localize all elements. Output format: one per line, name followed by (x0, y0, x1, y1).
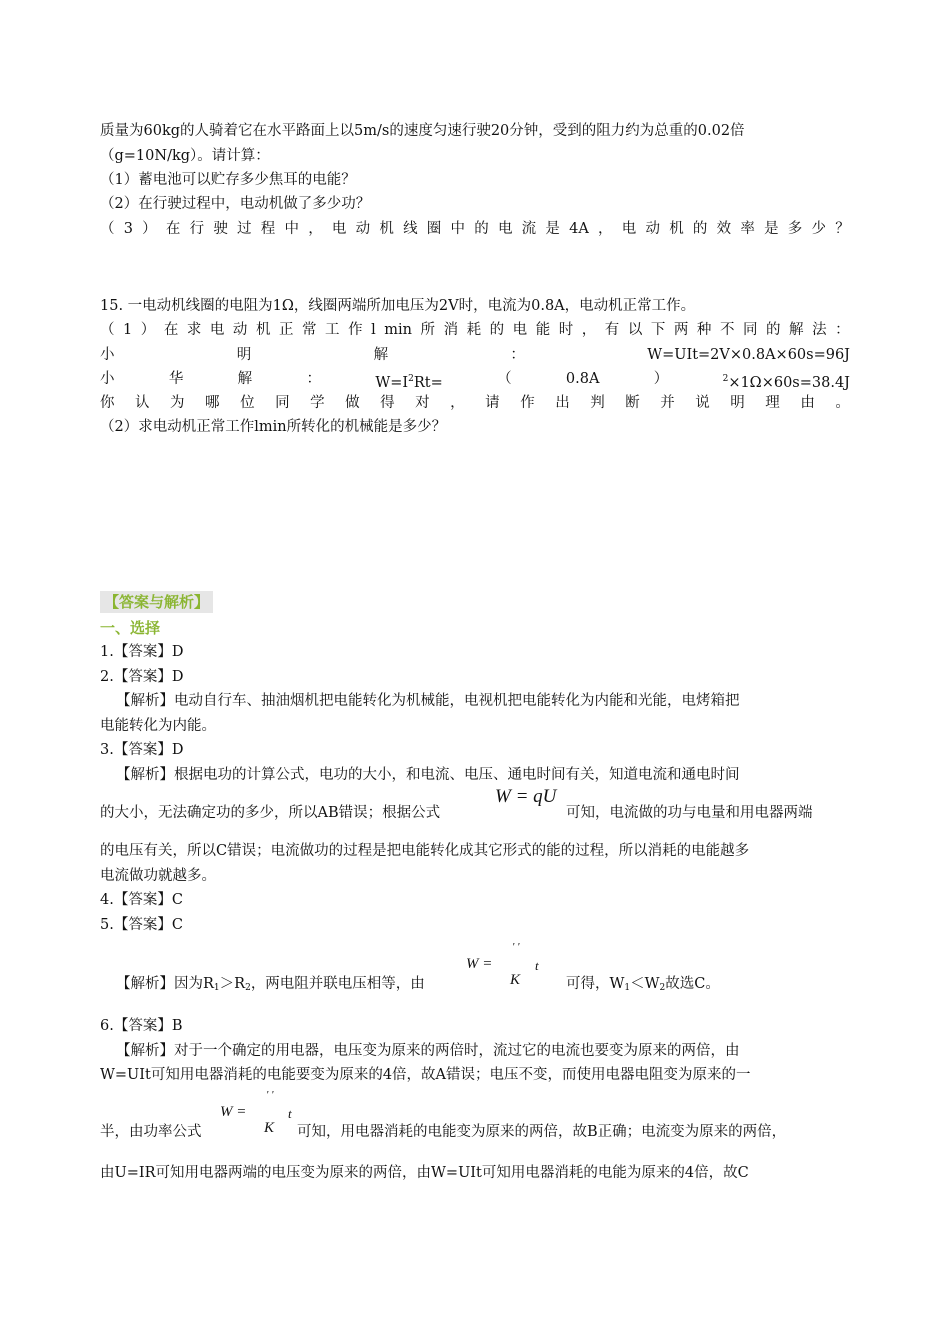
p15-question-2: （2）求电动机正常工作lmin所转化的机械能是多少？ (100, 419, 447, 435)
p14-q3-token: 3 (123, 221, 133, 237)
answers-heading: 【答案与解析】 (100, 591, 213, 613)
p15-q1-token: 电 (209, 322, 225, 338)
answer-3-explain-2b: 可知，电流做的功与电量和用电器两端 (566, 805, 813, 821)
formula-5-lhs: W = (466, 956, 493, 972)
p15-q1-token: 不 (719, 322, 735, 338)
p15-judge-token: 断 (625, 395, 640, 411)
p15-xiaohua-solution (100, 369, 850, 393)
answer-3: 3.【答案】D (100, 742, 184, 758)
p15-q1-token: 所 (420, 322, 436, 338)
xh-formula: $W=I^2Rt=$ (375, 374, 443, 391)
p15-q1-token: 正 (278, 322, 294, 338)
p15-q1-token: l (371, 322, 376, 338)
answer-6-explain-2: W=UIt可知用电器消耗的电能要变为原来的4倍，故A错误；电压不变，而使用电器电阻变为原来的一 (100, 1067, 751, 1083)
answer-3-explain-1: 【解析】根据电功的计算公式，电功的大小，和电流、电压、通电时间有关，知道电流和通电时间 (116, 767, 740, 783)
p15-xiaoming-solution (100, 345, 850, 365)
p15-judge-token: 由 (800, 395, 815, 411)
p15-q1-token: 解 (789, 322, 804, 338)
p14-q3-token: 过 (237, 221, 252, 237)
p15-judge-token: 得 (380, 395, 395, 411)
answer-5-explain-b: 可得，$W_1<W_2$故选C。 (566, 976, 720, 993)
p14-q3-token: 驶 (213, 221, 228, 237)
p14-q3-token: 中 (284, 221, 299, 237)
p15-q1-token: 的 (489, 322, 505, 338)
p14-q3-token: 4A (569, 221, 589, 237)
p15-q1-token: ， (581, 322, 597, 338)
formula-w-qu: W = qU (495, 786, 557, 807)
p14-question-1: （1）蓄电池可以贮存多少焦耳的电能？ (100, 172, 356, 188)
p15-judge-token: 哪 (205, 395, 220, 411)
answer-3-explain-2a: 的大小，无法确定功的多少，所以AB错误；根据公式 (100, 805, 441, 821)
p15-xm-token: 明 (236, 347, 252, 363)
p14-q3-token: 中 (450, 221, 466, 237)
p14-q3-token: 少 (811, 221, 826, 237)
p14-line1: 质量为60kg的人骑着它在水平路面上以5m/s的速度匀速行驶20分钟，受到的阻力约为总重的0.02倍 (100, 123, 745, 139)
p15-judge-token: 学 (310, 395, 325, 411)
formula-6-numerator: ʹ ʹ (266, 1089, 274, 1101)
p15-q1-token: 求 (186, 322, 202, 338)
p14-q3-token: 线 (403, 221, 418, 237)
p15-xm-token: 解 (373, 347, 389, 363)
p14-question-2: （2）在行驶过程中，电动机做了多少功？ (100, 196, 371, 212)
p15-line1: 15. 一电动机线圈的电阻为1Ω，线圈两端所加电压为2V时，电流为0.8A，电动机正常工作。 (100, 298, 696, 314)
answer-3-explain-4: 电流做功就越多。 (100, 868, 216, 884)
p14-q3-token: 电 (497, 221, 513, 237)
p15-q1-token: 消 (443, 322, 459, 338)
answer-5-explain-a: 【解析】因为$R_1>R_2$，两电阻并联电压相等，由 (116, 976, 425, 993)
p15-q1-token: 1 (123, 322, 133, 338)
formula-5-numerator: ʹ ʹ (512, 941, 520, 953)
p15-judge-token: 请 (485, 395, 500, 411)
xh-paren-close: ） (653, 371, 669, 387)
p14-line2: （g=10N/kg）。请计算： (100, 148, 270, 164)
p14-q3-token: 动 (645, 221, 660, 237)
p15-q1-token: （ (100, 322, 115, 338)
p15-q1-token: 机 (255, 322, 271, 338)
p15-q1-token: 的 (766, 322, 781, 338)
formula-5-denominator: K (510, 972, 521, 988)
p14-q3-token: 机 (669, 221, 684, 237)
p14-q3-token: 电 (621, 221, 637, 237)
xh-char-2: 华 (168, 371, 184, 387)
xh-paren-open: （ (497, 371, 512, 387)
p15-judge-line (100, 393, 850, 413)
xh-current: 0.8A (565, 371, 600, 387)
p14-q3-token: 在 (165, 221, 181, 237)
p15-question-1 (100, 320, 850, 340)
formula-6-t: t (288, 1106, 292, 1121)
answer-6-explain-3a: 半，由功率公式 (100, 1124, 202, 1140)
p15-q1-token: 法 (812, 322, 827, 338)
answer-6-explain-3b: 可知，用电器消耗的电能变为原来的两倍，故B正确；电流变为原来的两倍， (297, 1124, 787, 1140)
formula-6-lhs: W = (220, 1104, 247, 1120)
answer-6-explain-1: 【解析】对于一个确定的用电器，电压变为原来的两倍时，流过它的电流也要变为原来的两倍，由 (116, 1043, 740, 1059)
p14-q3-token: ， (308, 221, 323, 237)
p14-q3-token: 电 (331, 221, 347, 237)
section-choice: 一、选择 (100, 619, 161, 637)
p15-judge-token: 说 (695, 395, 710, 411)
p14-q3-token: 程 (260, 221, 276, 237)
p15-judge-token: 你 (100, 395, 115, 411)
answer-4: 4.【答案】C (100, 892, 183, 908)
p15-judge-token: 对 (415, 395, 430, 411)
p15-q1-token: 同 (742, 322, 758, 338)
p15-xm-token: ： (510, 347, 525, 363)
p15-q1-token: 在 (163, 322, 179, 338)
p15-q1-token: ： (835, 322, 850, 338)
p15-q1-token: min (384, 322, 413, 338)
p14-question-3 (100, 219, 850, 239)
p14-q3-token: 流 (521, 221, 537, 237)
p15-xm-token: W=UIt=2V×0.8A×60s=96J (647, 347, 850, 363)
p15-q1-token: 耗 (466, 322, 482, 338)
p14-q3-token: 的 (692, 221, 708, 237)
p14-q3-token: 是 (545, 221, 560, 237)
p14-q3-token: ， (598, 221, 613, 237)
p14-q3-token: 率 (740, 221, 755, 237)
p14-q3-token: 效 (716, 221, 732, 237)
p15-q1-token: 常 (302, 322, 317, 338)
p15-q1-token: 时 (558, 322, 574, 338)
p14-q3-token: （ (100, 221, 115, 237)
p14-q3-token: 的 (474, 221, 489, 237)
p15-judge-token: 做 (345, 395, 360, 411)
p15-judge-token: 作 (520, 395, 535, 411)
p15-xm-token: 小 (100, 347, 115, 363)
p15-q1-token: 有 (604, 322, 620, 338)
answer-2-explain-2: 电能转化为内能。 (100, 718, 216, 734)
p15-judge-token: 。 (835, 395, 850, 411)
p14-q3-token: ？ (835, 221, 850, 237)
answer-2: 2.【答案】D (100, 669, 184, 685)
p15-judge-token: 理 (765, 395, 780, 411)
p15-q1-token: ） (140, 322, 156, 338)
p14-q3-token: 机 (379, 221, 394, 237)
p14-q3-token: 动 (355, 221, 371, 237)
p15-judge-token: 位 (240, 395, 255, 411)
xh-char-1: 小 (100, 371, 115, 387)
p15-q1-token: 能 (535, 322, 551, 338)
xh-rest: $^2$×1Ω×60s=38.4J (722, 374, 850, 391)
answer-2-explain-1: 【解析】电动自行车、抽油烟机把电能转化为机械能，电视机把电能转化为内能和光能，电烤箱把 (116, 693, 740, 709)
p15-q1-token: 动 (232, 322, 248, 338)
p14-q3-token: 多 (787, 221, 803, 237)
p15-q1-token: 电 (512, 322, 528, 338)
p15-q1-token: 作 (348, 322, 363, 338)
answer-1: 1.【答案】D (100, 644, 184, 660)
formula-6-denominator: K (264, 1120, 275, 1136)
p15-judge-token: 判 (590, 395, 605, 411)
xh-char-3: 解 (237, 371, 253, 387)
p15-judge-token: ， (450, 395, 465, 411)
p15-judge-token: 同 (275, 395, 290, 411)
p15-q1-token: 两 (673, 322, 689, 338)
p14-q3-token: 是 (764, 221, 779, 237)
p15-judge-token: 明 (730, 395, 745, 411)
p15-judge-token: 为 (170, 395, 185, 411)
answer-5: 5.【答案】C (100, 917, 183, 933)
p15-judge-token: 出 (555, 395, 570, 411)
answer-6-explain-4: 由U=IR可知用电器两端的电压变为原来的两倍，由W=UIt可知用电器消耗的电能为原来的4倍，故C (100, 1165, 749, 1181)
formula-5-t: t (535, 958, 539, 973)
p15-judge-token: 认 (135, 395, 150, 411)
p15-q1-token: 以 (627, 322, 643, 338)
xh-char-4: ： (306, 371, 321, 387)
answer-6: 6.【答案】B (100, 1018, 183, 1034)
p14-q3-token: 圈 (426, 221, 442, 237)
p14-q3-token: ） (142, 221, 157, 237)
p15-q1-token: 工 (325, 322, 340, 338)
p15-q1-token: 种 (696, 322, 712, 338)
p15-q1-token: 下 (650, 322, 666, 338)
p15-judge-token: 并 (660, 395, 675, 411)
p14-q3-token: 行 (189, 221, 205, 237)
answer-3-explain-3: 的电压有关，所以C错误；电流做功的过程是把电能转化成其它形式的能的过程，所以消耗的电能越多 (100, 843, 750, 859)
